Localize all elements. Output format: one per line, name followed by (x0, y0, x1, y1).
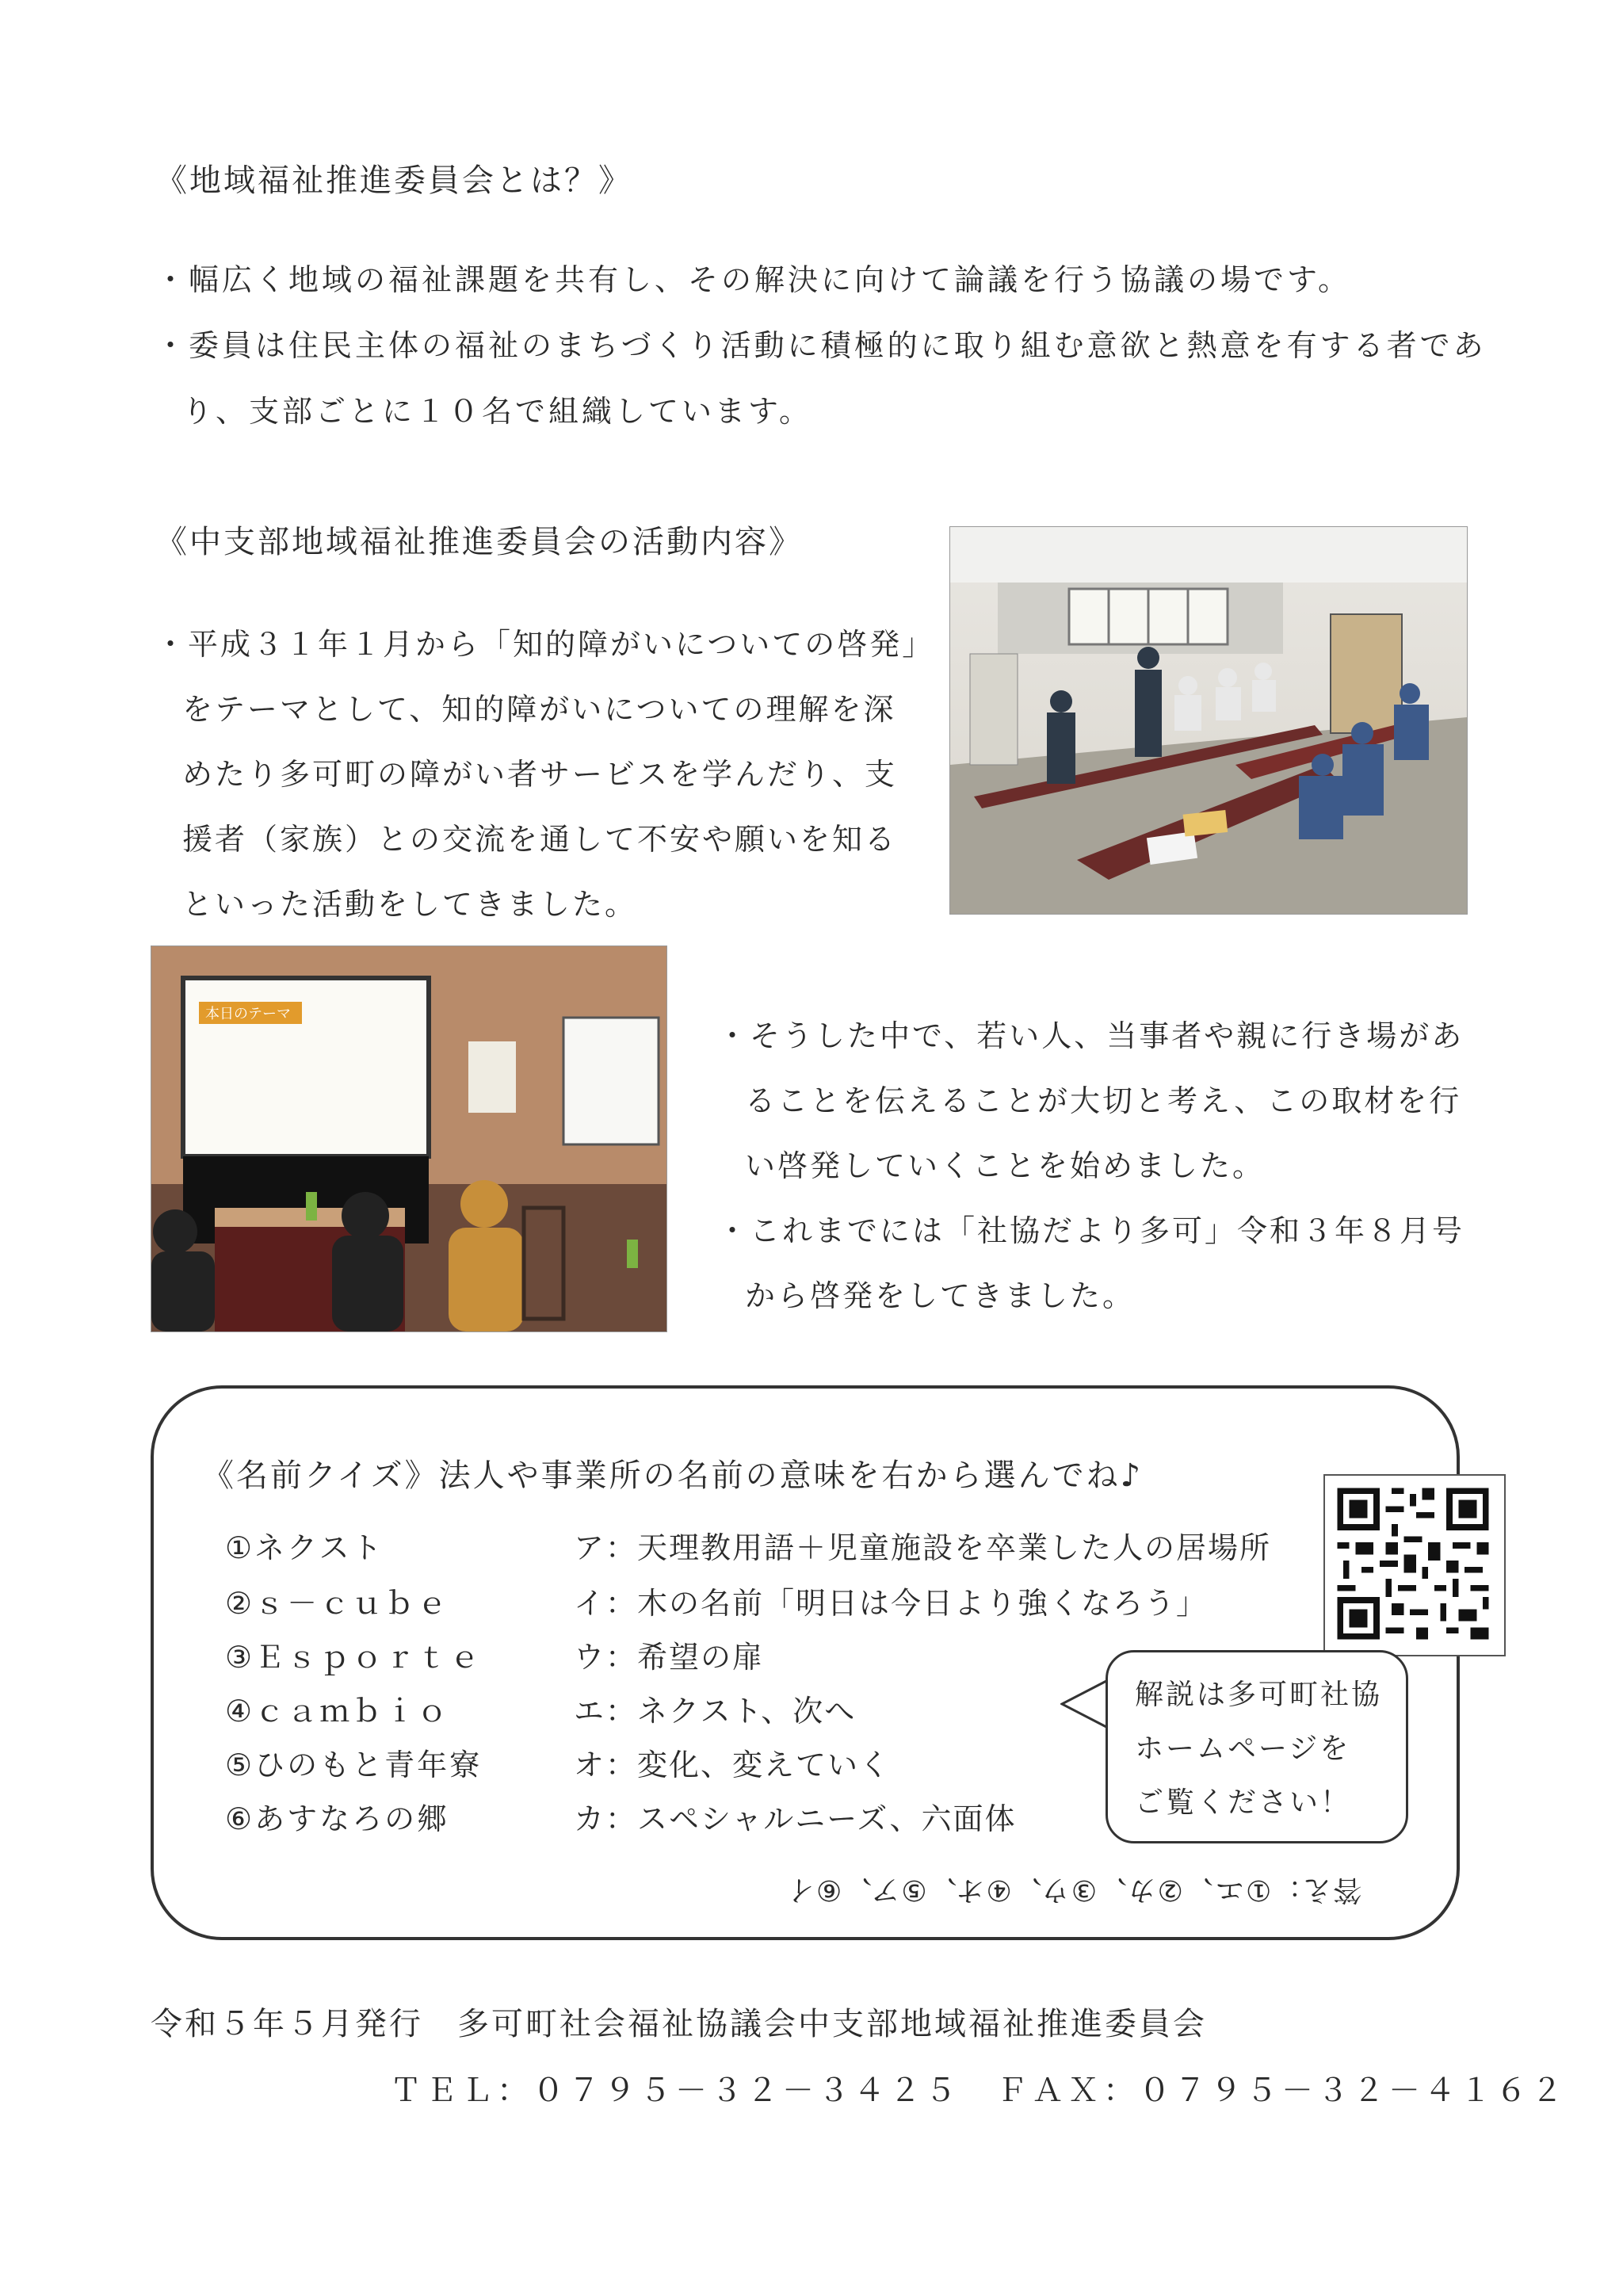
footer-issued: 令和５年５月発行 多可町社会福祉協議会中支部地域福祉推進委員会 (151, 2006, 1207, 2042)
screen-label: 本日のテーマ (205, 1006, 291, 1022)
presentation-photo (151, 946, 667, 1332)
section2-line-1: ・平成３１年１月から「知的障がいについての啓発」 (155, 627, 935, 662)
quiz-item-6: ⑥あすなろの郷 (225, 1801, 450, 1836)
right-line-3: い啓発していくことを始めました。 (745, 1148, 1266, 1183)
section1-bullet-2: ・委員は住民主体の福祉のまちづくり活動に積極的に取り組む意欲と熱意を有する者であ (155, 328, 1487, 363)
qr-code-icon[interactable] (1323, 1474, 1506, 1656)
right-line-4: ・これまでには「社協だより多可」令和３年８月号 (717, 1213, 1465, 1248)
section2-line-2: をテーマとして、知的障がいについての理解を深 (182, 692, 896, 727)
quiz-item-5: ⑤ひのもと青年寮 (225, 1748, 483, 1782)
quiz-item-3: ③Ｅｓｐｏｒｔｅ (225, 1640, 483, 1675)
section2-line-5: といった活動をしてきました。 (182, 887, 638, 922)
footer-contact: ＴＥＬ：０７９５－３２－３４２５ ＦＡＸ：０７９５－３２－４１６２ (390, 2073, 1567, 2109)
quiz-choice-a: ア：天理教用語＋児童施設を卒業した人の居場所 (574, 1530, 1272, 1565)
section2-line-4: 援者（家族）との交流を通して不安や願いを知る (182, 822, 898, 857)
right-line-2: ることを伝えることが大切と考え、この取材を行 (745, 1083, 1462, 1118)
quiz-choice-u: ウ：希望の扉 (574, 1640, 765, 1675)
quiz-title: 《名前クイズ》法人や事業所の名前の意味を右から選んでね♪ (202, 1457, 1144, 1494)
section1-bullet-2-cont: り、支部ごとに１０名で組織しています。 (182, 394, 812, 429)
bubble-line-2: ホームページを (1135, 1733, 1351, 1765)
bubble-line-3: ご覧ください！ (1135, 1786, 1352, 1819)
quiz-choice-i: イ：木の名前「明日は今日より強くなろう」 (574, 1586, 1209, 1621)
bubble-line-1: 解説は多可町社協 (1135, 1679, 1383, 1711)
quiz-answer: 答え：①エ、②カ、③ウ、④オ、⑤ア、⑥イ (785, 1874, 1362, 1906)
right-line-1: ・そうした中で、若い人、当事者や親に行き場があ (717, 1018, 1465, 1053)
section1-heading: 《地域福祉推進委員会とは？》 (155, 162, 632, 199)
quiz-choice-ka: カ：スペシャルニーズ、六面体 (574, 1801, 1017, 1836)
section2-line-3: めたり多可町の障がい者サービスを学んだり、支 (182, 757, 898, 792)
right-line-5: から啓発をしてきました。 (745, 1278, 1136, 1313)
section1-bullet-1: ・幅広く地域の福祉課題を共有し、その解決に向けて論議を行う協議の場です。 (155, 262, 1351, 297)
quiz-choice-e: エ：ネクスト、次へ (574, 1694, 857, 1729)
meeting-room-photo (949, 526, 1468, 915)
quiz-item-1: ①ネクスト (225, 1530, 384, 1565)
quiz-item-4: ④ｃａｍｂｉｏ (225, 1694, 450, 1729)
quiz-item-2: ②ｓ－ｃｕｂｅ (225, 1586, 450, 1621)
quiz-choice-o: オ：変化、変えていく (574, 1748, 892, 1782)
section2-heading: 《中支部地域福祉推進委員会の活動内容》 (155, 524, 803, 560)
